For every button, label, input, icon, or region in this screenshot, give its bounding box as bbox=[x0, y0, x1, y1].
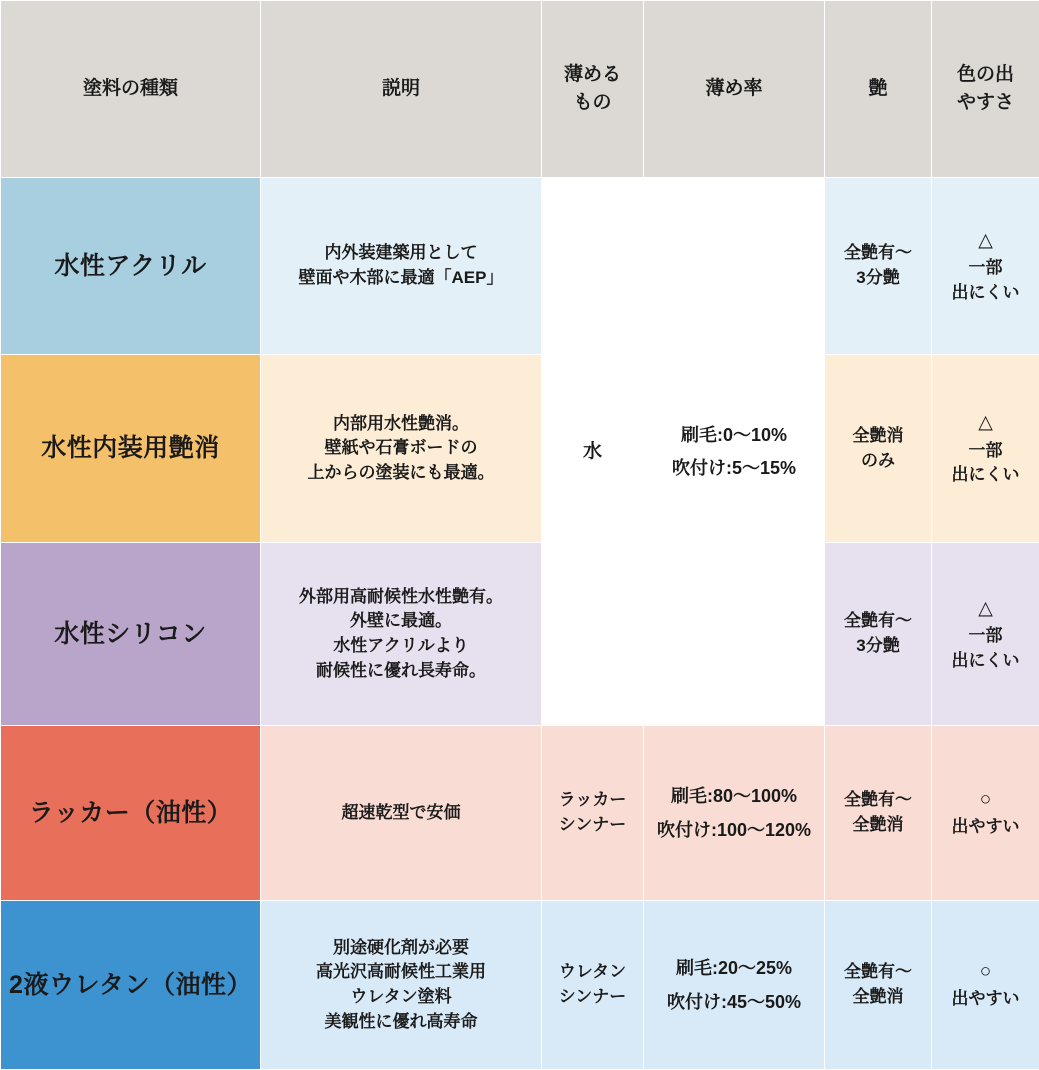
gloss-value bbox=[825, 543, 932, 726]
column-header-gloss: 艶 bbox=[825, 1, 932, 178]
gloss-line: 全艶有〜 bbox=[829, 960, 927, 985]
gloss-line: のみ bbox=[829, 449, 927, 474]
table-row bbox=[1, 178, 1039, 355]
dilution-rate-spray: 吹付け:100〜120% bbox=[648, 817, 820, 843]
description-line: 壁紙や石膏ボードの bbox=[265, 436, 537, 461]
column-header-type: 塗料の種類 bbox=[1, 1, 261, 178]
description-line: 耐候性に優れ長寿命。 bbox=[265, 659, 537, 684]
color-ease-line: 一部 bbox=[936, 256, 1035, 281]
column-header-color-ease bbox=[932, 1, 1039, 178]
gloss-line: 全艶消 bbox=[829, 985, 927, 1010]
dilution-rate-value bbox=[644, 901, 825, 1070]
description-line: 高光沢高耐候性工業用 bbox=[265, 960, 537, 985]
dilution-rate-value bbox=[644, 178, 825, 726]
color-ease-line: 出にくい bbox=[936, 649, 1035, 674]
paint-description bbox=[261, 901, 542, 1070]
dilution-rate-spray: 吹付け:45〜50% bbox=[648, 989, 820, 1015]
color-ease-line: 出にくい bbox=[936, 463, 1035, 488]
dilution-rate-brush: 刷毛:0〜10% bbox=[648, 422, 820, 448]
description-line: 上からの塗装にも最適。 bbox=[265, 461, 537, 486]
thinner-line: ラッカー bbox=[546, 788, 639, 813]
gloss-value bbox=[825, 355, 932, 543]
gloss-line: 3分艶 bbox=[829, 266, 927, 291]
gloss-line: 全艶消 bbox=[829, 424, 927, 449]
description-line: 超速乾型で安価 bbox=[265, 801, 537, 826]
color-ease-mark: △ bbox=[936, 595, 1035, 623]
gloss-line: 全艶有〜 bbox=[829, 788, 927, 813]
paint-type-name: 水性シリコン bbox=[1, 543, 261, 726]
gloss-value bbox=[825, 726, 932, 901]
dilution-rate-brush: 刷毛:20〜25% bbox=[648, 955, 820, 981]
thinner-value: 水 bbox=[542, 178, 644, 726]
table-row bbox=[1, 901, 1039, 1070]
color-ease-line: 出やすい bbox=[936, 987, 1035, 1012]
thinner-line: ウレタン bbox=[546, 960, 639, 985]
paint-type-name: 水性内装用艶消 bbox=[1, 355, 261, 543]
gloss-line: 全艶消 bbox=[829, 813, 927, 838]
paint-description bbox=[261, 178, 542, 355]
color-ease-mark: △ bbox=[936, 409, 1035, 437]
paint-type-name: ラッカー（油性） bbox=[1, 726, 261, 901]
color-ease-value bbox=[932, 355, 1039, 543]
dilution-rate-brush: 刷毛:80〜100% bbox=[648, 783, 820, 809]
paint-description bbox=[261, 355, 542, 543]
color-ease-line: 出やすい bbox=[936, 815, 1035, 840]
gloss-line: 3分艶 bbox=[829, 634, 927, 659]
dilution-rate-value bbox=[644, 726, 825, 901]
description-line: 別途硬化剤が必要 bbox=[265, 936, 537, 961]
description-line: 壁面や木部に最適「AEP」 bbox=[265, 266, 537, 291]
description-line: 内部用水性艶消。 bbox=[265, 412, 537, 437]
dilution-rate-spray: 吹付け:5〜15% bbox=[648, 455, 820, 481]
thinner-line: シンナー bbox=[546, 985, 639, 1010]
column-header-thinner bbox=[542, 1, 644, 178]
gloss-line: 全艶有〜 bbox=[829, 609, 927, 634]
thinner-value bbox=[542, 726, 644, 901]
paint-type-name: 2液ウレタン（油性） bbox=[1, 901, 261, 1070]
color-ease-mark: △ bbox=[936, 227, 1035, 255]
paint-description bbox=[261, 543, 542, 726]
table-row bbox=[1, 543, 1039, 726]
color-ease-value bbox=[932, 726, 1039, 901]
color-ease-value bbox=[932, 901, 1039, 1070]
column-header-color-ease-line2: やすさ bbox=[936, 89, 1035, 117]
table-header-row bbox=[1, 1, 1039, 178]
gloss-line: 全艶有〜 bbox=[829, 241, 927, 266]
paint-type-name: 水性アクリル bbox=[1, 178, 261, 355]
gloss-value bbox=[825, 178, 932, 355]
color-ease-value bbox=[932, 543, 1039, 726]
paint-description bbox=[261, 726, 542, 901]
column-header-thinner-line2: もの bbox=[546, 89, 639, 117]
table-row bbox=[1, 355, 1039, 543]
thinner-line: シンナー bbox=[546, 813, 639, 838]
color-ease-mark: ○ bbox=[936, 786, 1035, 814]
description-line: 外壁に最適。 bbox=[265, 609, 537, 634]
description-line: 水性アクリルより bbox=[265, 634, 537, 659]
color-ease-mark: ○ bbox=[936, 958, 1035, 986]
thinner-value bbox=[542, 901, 644, 1070]
table-row bbox=[1, 726, 1039, 901]
column-header-color-ease-line1: 色の出 bbox=[936, 61, 1035, 89]
description-line: ウレタン塗料 bbox=[265, 985, 537, 1010]
gloss-value bbox=[825, 901, 932, 1070]
description-line: 内外装建築用として bbox=[265, 241, 537, 266]
column-header-thinner-line1: 薄める bbox=[546, 61, 639, 89]
color-ease-line: 一部 bbox=[936, 439, 1035, 464]
description-line: 外部用高耐候性水性艶有。 bbox=[265, 585, 537, 610]
color-ease-line: 出にくい bbox=[936, 281, 1035, 306]
color-ease-line: 一部 bbox=[936, 624, 1035, 649]
color-ease-value bbox=[932, 178, 1039, 355]
column-header-description: 説明 bbox=[261, 1, 542, 178]
column-header-rate: 薄め率 bbox=[644, 1, 825, 178]
description-line: 美観性に優れ高寿命 bbox=[265, 1010, 537, 1035]
